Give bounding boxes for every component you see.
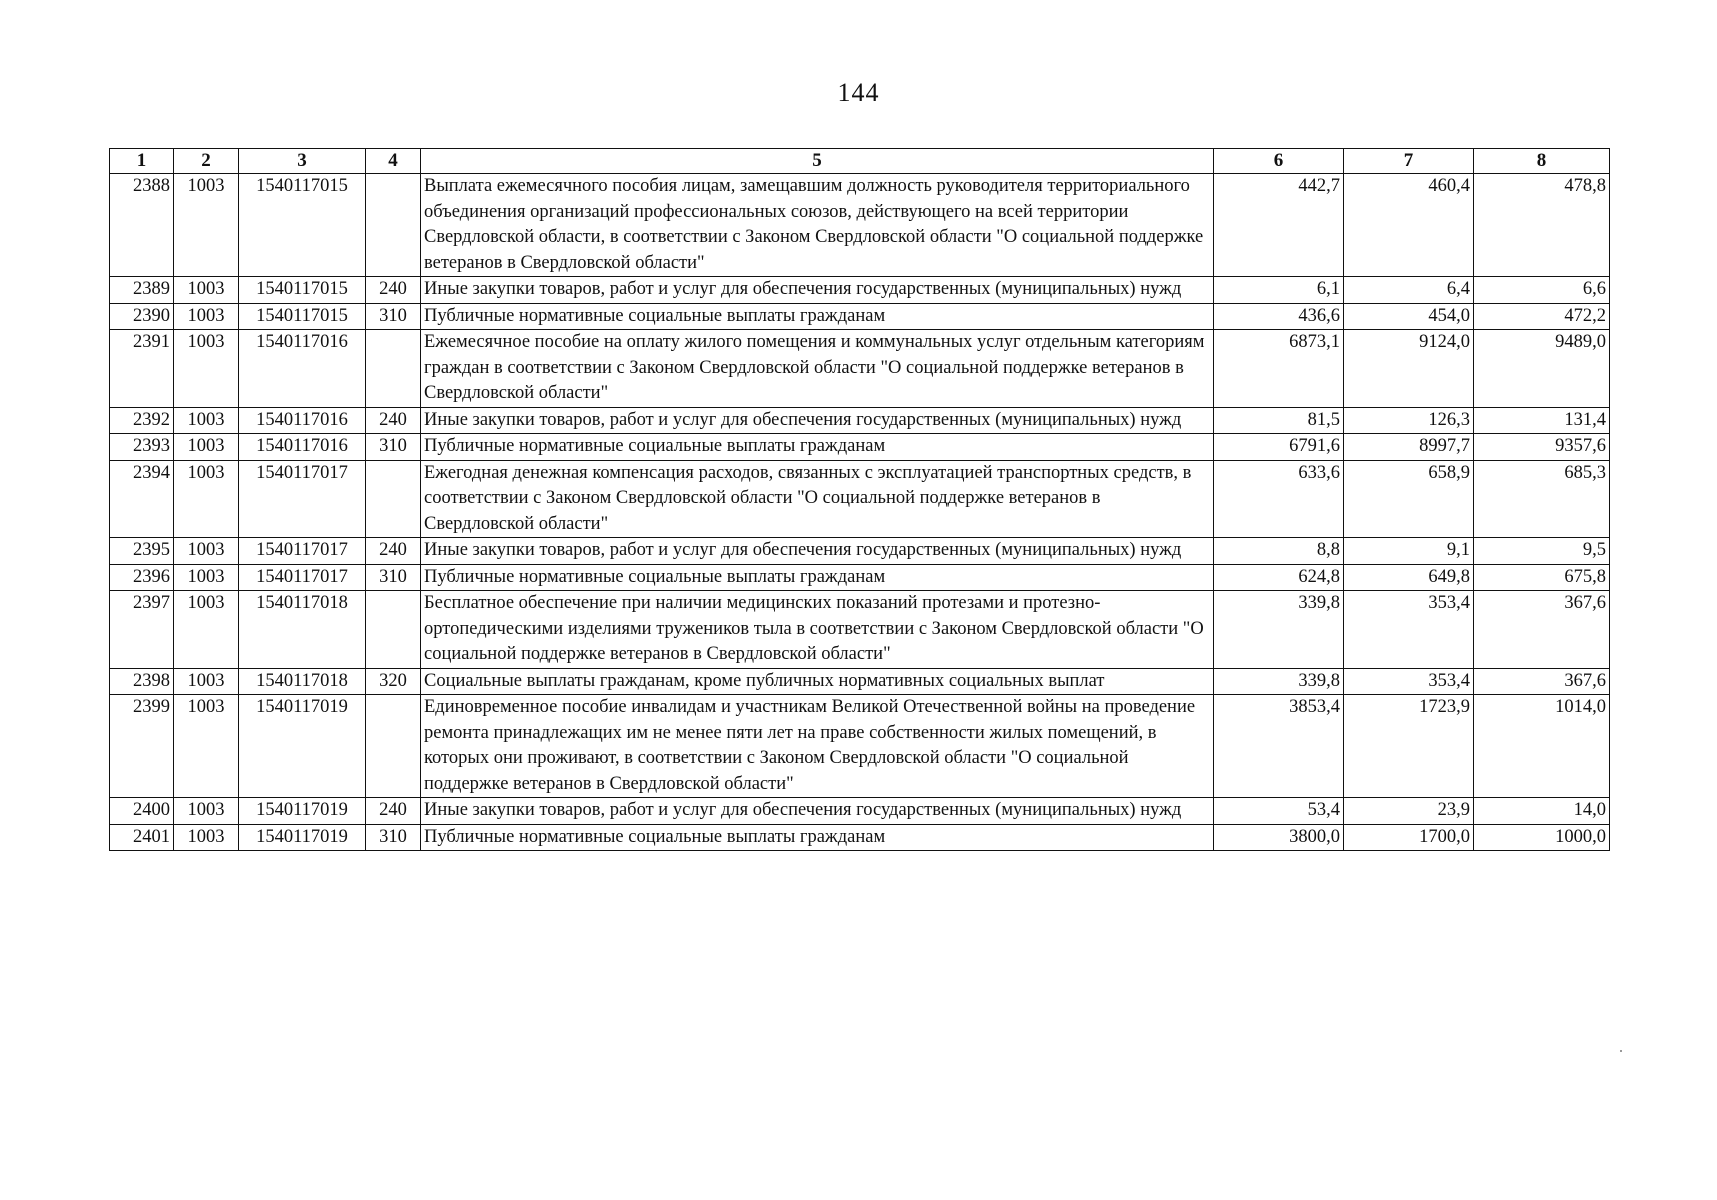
item-name-cell: Иные закупки товаров, работ и услуг для обеспечения государственных (муниципальных) нужд <box>421 538 1214 565</box>
section-code-cell: 1003 <box>174 538 239 565</box>
target-code-cell: 1540117015 <box>239 174 366 277</box>
amount-col8-cell: 9,5 <box>1474 538 1610 565</box>
section-code-cell: 1003 <box>174 303 239 330</box>
header-cell-1: 1 <box>110 149 174 174</box>
expense-type-cell: 240 <box>366 798 421 825</box>
item-name-cell: Выплата ежемесячного пособия лицам, замещавшим должность руководителя территориального объединения организаций профессиональных союзов, действующего на всей территории Свердловской области, в соответствии с Законом Свердловской области "О социальной поддержке ветеранов в Свердловской области" <box>421 174 1214 277</box>
section-code-cell: 1003 <box>174 591 239 669</box>
row-number-cell: 2394 <box>110 460 174 538</box>
row-number-cell: 2398 <box>110 668 174 695</box>
amount-col6-cell: 6791,6 <box>1214 434 1344 461</box>
amount-col8-cell: 9489,0 <box>1474 330 1610 408</box>
amount-col8-cell: 14,0 <box>1474 798 1610 825</box>
item-name-cell: Иные закупки товаров, работ и услуг для обеспечения государственных (муниципальных) нужд <box>421 407 1214 434</box>
table-row <box>110 277 1610 304</box>
section-code-cell: 1003 <box>174 564 239 591</box>
row-number-cell: 2400 <box>110 798 174 825</box>
amount-col7-cell: 9,1 <box>1344 538 1474 565</box>
expense-type-cell <box>366 591 421 669</box>
amount-col8-cell: 685,3 <box>1474 460 1610 538</box>
amount-col8-cell: 1000,0 <box>1474 824 1610 851</box>
section-code-cell: 1003 <box>174 434 239 461</box>
item-name-cell: Ежегодная денежная компенсация расходов, связанных с эксплуатацией транспортных средств, в соответствии с Законом Свердловской области "О социальной поддержке ветеранов в Свердловской области" <box>421 460 1214 538</box>
target-code-cell: 1540117018 <box>239 668 366 695</box>
amount-col8-cell: 1014,0 <box>1474 695 1610 798</box>
item-name-cell: Ежемесячное пособие на оплату жилого помещения и коммунальных услуг отдельным категориям граждан в соответствии с Законом Свердловской области "О социальной поддержке ветеранов в Свердловской области" <box>421 330 1214 408</box>
section-code-cell: 1003 <box>174 798 239 825</box>
header-cell-4: 4 <box>366 149 421 174</box>
amount-col6-cell: 6,1 <box>1214 277 1344 304</box>
target-code-cell: 1540117016 <box>239 434 366 461</box>
expense-type-cell <box>366 174 421 277</box>
item-name-cell: Социальные выплаты гражданам, кроме публичных нормативных социальных выплат <box>421 668 1214 695</box>
item-name-cell: Единовременное пособие инвалидам и участникам Великой Отечественной войны на проведение ремонта принадлежащих им не менее пяти лет на праве собственности жилых помещений, в которых они проживают, в соответствии с Законом Свердловской области "О социальной поддержке ветеранов в Свердловской области" <box>421 695 1214 798</box>
expense-type-cell: 240 <box>366 277 421 304</box>
header-row <box>110 149 1610 174</box>
table-row <box>110 303 1610 330</box>
amount-col7-cell: 353,4 <box>1344 591 1474 669</box>
table-row <box>110 434 1610 461</box>
target-code-cell: 1540117015 <box>239 277 366 304</box>
table-body <box>110 174 1610 851</box>
item-name-cell: Публичные нормативные социальные выплаты гражданам <box>421 564 1214 591</box>
amount-col7-cell: 658,9 <box>1344 460 1474 538</box>
amount-col8-cell: 472,2 <box>1474 303 1610 330</box>
table-row <box>110 668 1610 695</box>
target-code-cell: 1540117019 <box>239 824 366 851</box>
row-number-cell: 2393 <box>110 434 174 461</box>
header-cell-8: 8 <box>1474 149 1610 174</box>
row-number-cell: 2389 <box>110 277 174 304</box>
amount-col8-cell: 478,8 <box>1474 174 1610 277</box>
item-name-cell: Иные закупки товаров, работ и услуг для обеспечения государственных (муниципальных) нужд <box>421 277 1214 304</box>
section-code-cell: 1003 <box>174 330 239 408</box>
amount-col8-cell: 367,6 <box>1474 591 1610 669</box>
expense-type-cell <box>366 460 421 538</box>
amount-col8-cell: 131,4 <box>1474 407 1610 434</box>
row-number-cell: 2388 <box>110 174 174 277</box>
page-number: 144 <box>837 78 880 107</box>
table-row <box>110 695 1610 798</box>
table-row <box>110 824 1610 851</box>
amount-col7-cell: 454,0 <box>1344 303 1474 330</box>
row-number-cell: 2395 <box>110 538 174 565</box>
section-code-cell: 1003 <box>174 407 239 434</box>
section-code-cell: 1003 <box>174 824 239 851</box>
amount-col8-cell: 675,8 <box>1474 564 1610 591</box>
target-code-cell: 1540117019 <box>239 798 366 825</box>
table-row <box>110 564 1610 591</box>
section-code-cell: 1003 <box>174 277 239 304</box>
amount-col7-cell: 23,9 <box>1344 798 1474 825</box>
row-number-cell: 2391 <box>110 330 174 408</box>
item-name-cell: Публичные нормативные социальные выплаты гражданам <box>421 824 1214 851</box>
header-cell-3: 3 <box>239 149 366 174</box>
amount-col6-cell: 3853,4 <box>1214 695 1344 798</box>
amount-col7-cell: 1723,9 <box>1344 695 1474 798</box>
section-code-cell: 1003 <box>174 695 239 798</box>
target-code-cell: 1540117015 <box>239 303 366 330</box>
section-code-cell: 1003 <box>174 174 239 277</box>
amount-col8-cell: 9357,6 <box>1474 434 1610 461</box>
target-code-cell: 1540117016 <box>239 407 366 434</box>
row-number-cell: 2392 <box>110 407 174 434</box>
item-name-cell: Иные закупки товаров, работ и услуг для обеспечения государственных (муниципальных) нужд <box>421 798 1214 825</box>
amount-col6-cell: 633,6 <box>1214 460 1344 538</box>
table-header <box>110 149 1610 174</box>
row-number-cell: 2397 <box>110 591 174 669</box>
amount-col7-cell: 353,4 <box>1344 668 1474 695</box>
row-number-cell: 2396 <box>110 564 174 591</box>
expense-type-cell <box>366 695 421 798</box>
row-number-cell: 2401 <box>110 824 174 851</box>
expense-type-cell: 310 <box>366 824 421 851</box>
table-row <box>110 407 1610 434</box>
amount-col7-cell: 460,4 <box>1344 174 1474 277</box>
budget-table <box>109 148 1610 851</box>
amount-col8-cell: 367,6 <box>1474 668 1610 695</box>
item-name-cell: Бесплатное обеспечение при наличии медицинских показаний протезами и протезно-ортопедическими изделиями тружеников тыла в соответствии с Законом Свердловской области "О социальной поддержке ветеранов в Свердловской области" <box>421 591 1214 669</box>
amount-col6-cell: 81,5 <box>1214 407 1344 434</box>
amount-col6-cell: 339,8 <box>1214 591 1344 669</box>
header-cell-7: 7 <box>1344 149 1474 174</box>
amount-col7-cell: 649,8 <box>1344 564 1474 591</box>
amount-col6-cell: 6873,1 <box>1214 330 1344 408</box>
amount-col6-cell: 442,7 <box>1214 174 1344 277</box>
target-code-cell: 1540117017 <box>239 460 366 538</box>
amount-col7-cell: 1700,0 <box>1344 824 1474 851</box>
header-cell-6: 6 <box>1214 149 1344 174</box>
target-code-cell: 1540117018 <box>239 591 366 669</box>
amount-col6-cell: 436,6 <box>1214 303 1344 330</box>
target-code-cell: 1540117017 <box>239 564 366 591</box>
expense-type-cell: 320 <box>366 668 421 695</box>
target-code-cell: 1540117019 <box>239 695 366 798</box>
header-cell-5: 5 <box>421 149 1214 174</box>
item-name-cell: Публичные нормативные социальные выплаты гражданам <box>421 303 1214 330</box>
row-number-cell: 2399 <box>110 695 174 798</box>
amount-col6-cell: 3800,0 <box>1214 824 1344 851</box>
table-row <box>110 460 1610 538</box>
expense-type-cell: 310 <box>366 434 421 461</box>
row-number-cell: 2390 <box>110 303 174 330</box>
amount-col8-cell: 6,6 <box>1474 277 1610 304</box>
scan-speck <box>1620 1050 1622 1052</box>
amount-col7-cell: 8997,7 <box>1344 434 1474 461</box>
amount-col6-cell: 339,8 <box>1214 668 1344 695</box>
section-code-cell: 1003 <box>174 460 239 538</box>
amount-col6-cell: 8,8 <box>1214 538 1344 565</box>
table-row <box>110 538 1610 565</box>
item-name-cell: Публичные нормативные социальные выплаты гражданам <box>421 434 1214 461</box>
expense-type-cell: 240 <box>366 538 421 565</box>
expense-type-cell: 310 <box>366 303 421 330</box>
amount-col7-cell: 6,4 <box>1344 277 1474 304</box>
amount-col6-cell: 624,8 <box>1214 564 1344 591</box>
expense-type-cell: 240 <box>366 407 421 434</box>
table-row <box>110 330 1610 408</box>
amount-col6-cell: 53,4 <box>1214 798 1344 825</box>
table-row <box>110 591 1610 669</box>
amount-col7-cell: 126,3 <box>1344 407 1474 434</box>
table-row <box>110 174 1610 277</box>
table-row <box>110 798 1610 825</box>
target-code-cell: 1540117016 <box>239 330 366 408</box>
target-code-cell: 1540117017 <box>239 538 366 565</box>
expense-type-cell: 310 <box>366 564 421 591</box>
amount-col7-cell: 9124,0 <box>1344 330 1474 408</box>
expense-type-cell <box>366 330 421 408</box>
header-cell-2: 2 <box>174 149 239 174</box>
section-code-cell: 1003 <box>174 668 239 695</box>
